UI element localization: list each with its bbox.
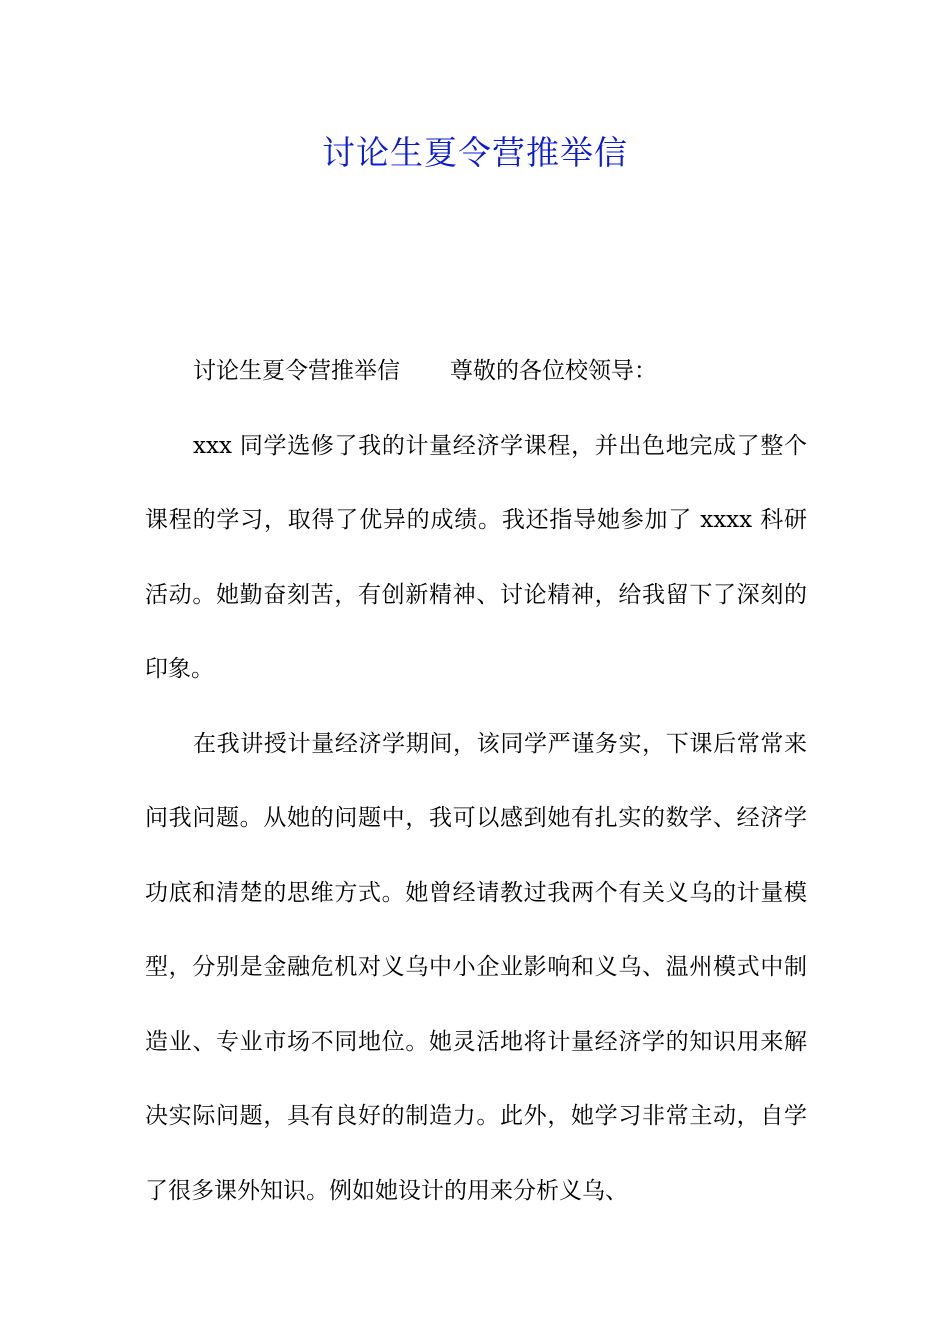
document-title: 讨论生夏令营推举信 — [322, 133, 628, 172]
salutation: 尊敬的各位校领导： — [450, 358, 657, 384]
heading-line-left: 讨论生夏令营推举信 — [193, 358, 400, 384]
paragraph-1: xxx 同学选修了我的计量经济学课程，并出色地完成了整个课程的学习，取得了优异的成绩。我还指导她参加了 xxxx 科研活动。她勤奋刻苦，有创新精神、讨论精神，给我留下了深刻的印象。 — [145, 432, 807, 682]
heading-line — [145, 334, 807, 409]
paragraph-2: 在我讲授计量经济学期间，该同学严谨务实，下课后常常来问我问题。从她的问题中，我可以感到她有扎实的数学、经济学功底和清楚的思维方式。她曾经请教过我两个有关义乌的计量模型，分别是金融危机对义乌中小企业影响和义乌、温州模式中制造业、专业市场不同地位。她灵活地将计量经济学的知识用来解决实际问题，具有良好的制造力。此外，她学习非常主动，自学了很多课外知识。例如她设计的用来分析义乌、 — [145, 730, 807, 1204]
document-body — [145, 334, 807, 1228]
